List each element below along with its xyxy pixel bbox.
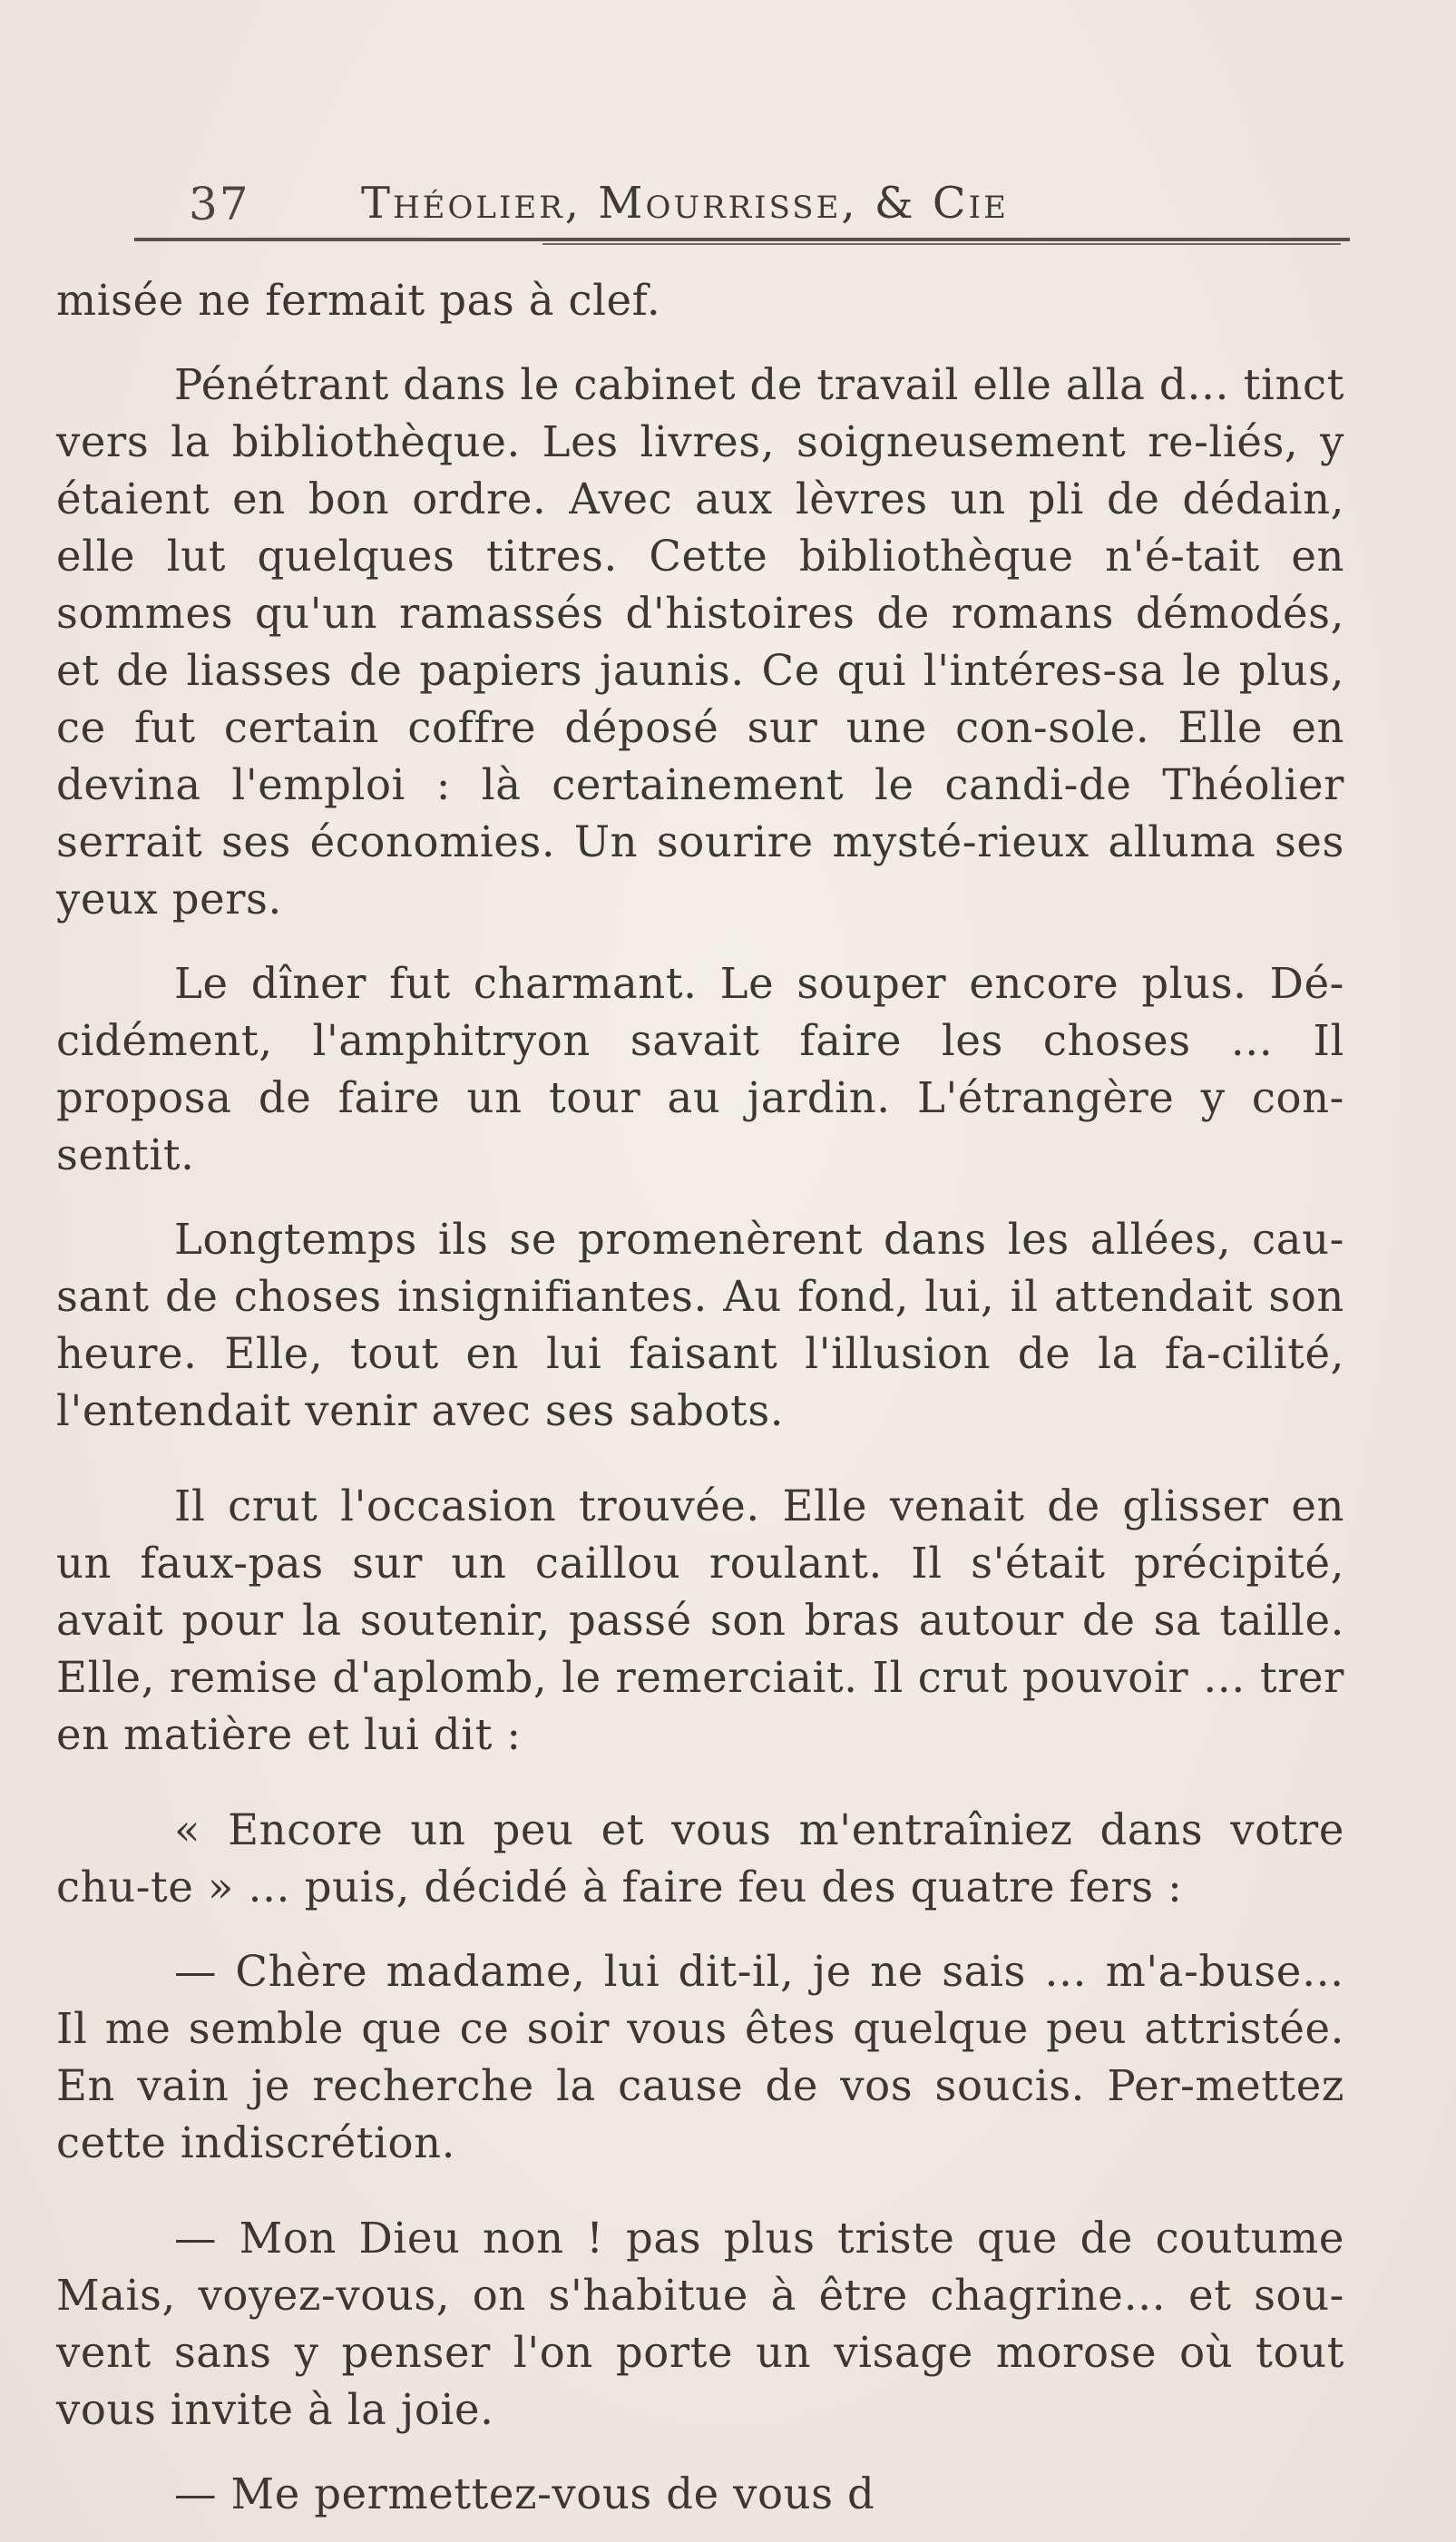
- paragraph-quote: « Encore un peu et vous m'entraîniez dans votre chu-te » … puis, décidé à faire feu des quatre fers :: [56, 1805, 1344, 1911]
- header-rule-secondary: [542, 243, 1341, 245]
- paragraph-dialogue: — Mon Dieu non ! pas plus triste que de coutume Mais, voyez-vous, on s'habitue à être chagrine… et sou-vent sans y penser l'on porte un visage morose où tout vous invite à la joie.: [56, 2214, 1344, 2434]
- paragraph: Il crut l'occasion trouvée. Elle venait de glisser en un faux-pas sur un caillou roulant. Il s'était précipité, avait pour la soutenir, passé son bras autour de sa taille. Elle, remise d'aplomb, le remerciait. Il crut pouvoir … trer en matière et lui dit :: [56, 1481, 1344, 1759]
- paragraph: Pénétrant dans le cabinet de travail elle alla d… tinct vers la bibliothèque. Les livres, soigneusement re-liés, y étaient en bon ordre. Avec aux lèvres un pli de dédain, elle lut quelques titres. Cette bibliothèque n'é-tait en sommes qu'un ramassés d'histoires de romans démodés, et de liasses de papiers jaunis. Ce qui l'intéres-sa le plus, ce fut certain coffre déposé sur une con-sole. Elle en devina l'emploi : là certainement le candi-de Théolier serrait ses économies. Un sourire mysté-rieux alluma ses yeux pers.: [56, 360, 1344, 924]
- paragraph-dialogue: — Me permettez-vous de vous d: [174, 2469, 875, 2518]
- page-number: 37: [189, 178, 250, 230]
- paragraph: Le dîner fut charmant. Le souper encore plus. Dé-cidément, l'amphitryon savait faire les choses … Il proposa de faire un tour au jardin. L'étrangère y con-sentit.: [56, 959, 1344, 1179]
- paragraph: Longtemps ils se promenèrent dans les allées, cau-sant de choses insignifiantes. Au fond, lui, il attendait son heure. Elle, tout en lui faisant l'illusion de la fa-cilité, l'entendait venir avec ses sabots.: [56, 1215, 1344, 1435]
- running-title: Théolier, Mourrisse, & Cie: [361, 178, 1009, 229]
- page-header: [134, 178, 1350, 241]
- paragraph-continued: misée ne fermait pas à clef.: [56, 276, 661, 325]
- body-text: [56, 272, 1344, 2523]
- header-rule: [134, 238, 1350, 241]
- paragraph-dialogue: — Chère madame, lui dit-il, je ne sais … m'a-buse… Il me semble que ce soir vous êtes quelque peu attristée. En vain je recherche la cause de vos soucis. Per-mettez cette indiscrétion.: [56, 1947, 1344, 2167]
